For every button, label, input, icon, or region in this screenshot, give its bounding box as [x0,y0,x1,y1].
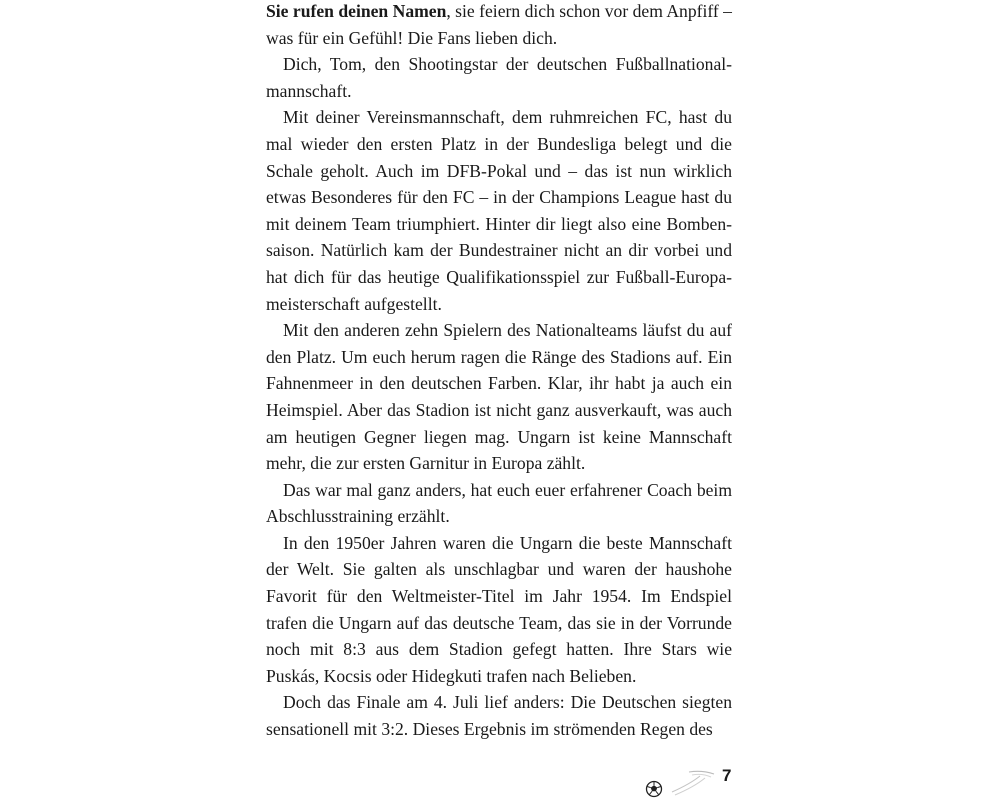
soccer-ball-icon [642,768,716,798]
lead-in-phrase: Sie rufen deinen Namen [266,1,447,21]
paragraph-6: In den 1950er Jahren waren die Ungarn die beste Mannschaft der Welt. Sie galten als unschlagbar und waren der haushohe Favorit für den Weltmeister-Titel im Jahr 1954. Im Endspiel trafen die Ungarn auf das deutsche Team, das sie in der Vorrunde noch mit 8:3 aus dem Stadion gefegt hatten. Ihre Stars wie Puskás, Kocsis oder Hidegkuti trafen nach Belieben. [266,532,732,686]
paragraph-3: Mit deiner Vereinsmannschaft, dem ruhmreichen FC, hast du mal wieder den ersten Platz in der Bundesliga belegt und die Schale geholt. Auch im DFB-Pokal und – das ist nun wirklich etwas Besonderes für den FC – in der Champions League hast du mit deinem Team triumphiert. Hinter dir liegt also eine Bombensaison. Natürlich kam der Bundestrainer nicht an dir vorbei und hat dich für das heutige Qualifikationsspiel zur Fußball-Europameisterschaft aufgestellt. [266,107,732,314]
body-text [266,0,732,743]
paragraph-5: Das war mal ganz anders, hat euch euer erfahrener Coach beim Abschlusstraining erzählt. [266,479,732,527]
paragraph-7: Doch das Finale am 4. Juli lief anders: Die Deutschen siegten sensationell mit 3:2. Dieses Ergebnis im strömenden Regen des [266,692,732,740]
paragraph-1-text: , sie feiern dich schon vor dem Anpfiff – was für ein Gefühl! Die Fans lieben dich. [266,1,732,48]
paragraph-1 [266,0,732,51]
paragraph-2: Dich, Tom, den Shootingstar der deutschen Fußballnationalmannschaft. [266,54,732,101]
page-footer [640,764,740,798]
paragraph-4: Mit den anderen zehn Spielern des Nationalteams läufst du auf den Platz. Um euch herum ragen die Ränge des Stadions auf. Ein Fahnenmeer in den deutschen Farben. Klar, ihr habt ja auch ein Heimspiel. Aber das Stadion ist nicht ganz ausverkauft, was auch am heutigen Gegner liegen mag. Ungarn ist keine Mannschaft mehr, die zur ersten Garnitur in Europa zählt. [266,320,732,474]
page-number: 7 [722,766,732,785]
